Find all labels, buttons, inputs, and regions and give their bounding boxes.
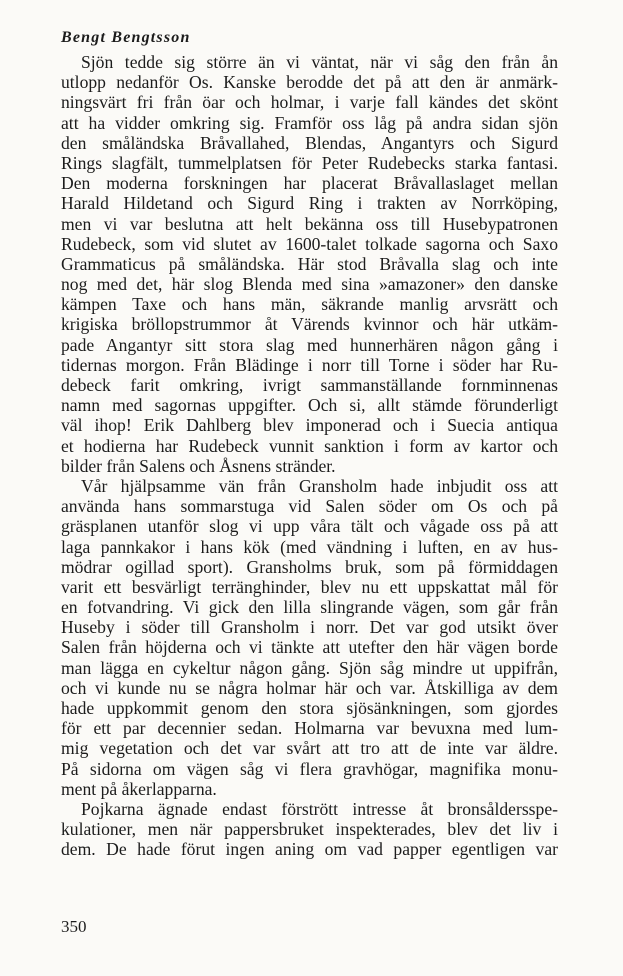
paragraph-3 [61,799,558,860]
text-line: Pojkarna ägnade endast förstrött intresse åt bronsåldersspe- [81,798,558,819]
text-line: gräsplanen utanför slog vi upp våra tält och vågade oss på att [61,516,558,537]
text-line: dem. De hade förut ingen aning om vad papper egentligen var [61,839,558,860]
text-line: Sjön tedde sig större än vi väntat, när vi såg den från ån [81,52,558,72]
text-line: Grammaticus på småländska. Här stod Bråvalla slag och inte [61,253,558,274]
text-line: utlopp nedanför Os. Kanske berodde det på att den är anmärk- [61,72,558,93]
text-line: hade uppkommit genom den stora sjösänkningen, som gjordes [61,698,558,718]
text-line: tidernas morgon. Från Blädinge i norr till Torne i söder har Ru- [61,354,558,375]
text-line: Rings slagfält, tummelplatsen för Peter Rudebecks starka fantasi. [61,152,558,173]
paragraph-2 [61,476,558,799]
text-line: varit ett besvärligt terränghinder, blev nu ett uppskattat mål för [61,576,558,597]
text-line: och vi kunde nu se några holmar här och var. Åtskilliga av dem [61,677,558,698]
text-line: använda hans sommarstuga vid Salen söder om Os och på [61,496,558,517]
text-line: den småländska Bråvallahed, Blendas, Angantyrs och Sigurd [61,132,558,153]
text-line: Salen från höjderna och vi tänkte att utefter den här vägen borde [61,637,558,658]
text-line: mödrar ogillad sport). Gransholms bruk, som på förmiddagen [61,556,558,577]
text-line: Rudebeck, som vid slutet av 1600-talet tolkade sagorna och Saxo [61,233,558,254]
text-line: ment på åkerlapparna. [61,778,217,799]
text-line: Huseby i söder till Gransholm i norr. Det var god utsikt över [61,617,558,638]
text-line: Harald Hildetand och Sigurd Ring i trakten av Norrköping, [61,193,558,214]
body-text [61,52,558,860]
text-line: Den moderna forskningen har placerat Bråvallaslaget mellan [61,173,558,194]
text-line: att ha vidder omkring sig. Framför oss låg på andra sidan sjön [61,112,558,133]
text-line: På sidorna om vägen såg vi flera gravhögar, magnifika monu- [61,758,558,779]
text-line: man lägga en cykeltur någon gång. Sjön såg mindre ut uppifrån, [61,657,558,678]
text-line: et hodierna har Rudebeck vunnit sanktion i form av kartor och [61,435,558,456]
text-line: för ett par decennier sedan. Holmarna var bevuxna med lum- [61,718,558,739]
text-line: pade Angantyr sitt stora slag med hunnerhären någon gång i [61,334,558,355]
page-number: 350 [61,917,87,936]
text-line: namn med sagornas uppgifter. Och si, allt stämde förunderligt [61,395,558,416]
running-head: Bengt Bengtsson [61,29,191,46]
text-line: ningsvärt fri från öar och holmar, i varje fall kändes det skönt [61,92,558,113]
text-line: men vi var beslutna att helt bekänna oss till Husebypatronen [61,213,558,234]
text-line: kämpen Taxe och hans män, säkrande manlig arvsrätt och [61,294,558,315]
text-line: kulationer, men när pappersbruket inspekterades, blev det liv i [61,819,558,840]
text-line: mig vegetation och det var svårt att tro att de inte var äldre. [61,738,558,759]
text-line: debeck farit omkring, ivrigt sammanställande fornminnenas [61,375,558,395]
text-line: en fotvandring. Vi gick den lilla slingrande vägen, som går från [61,597,558,618]
text-line: nog med det, här slog Blenda med sina »amazoner» den danske [61,274,558,295]
text-line: bilder från Salens och Åsnens stränder. [61,455,336,476]
text-line: krigiska bröllopstrummor åt Värends kvinnor och här utkäm- [61,314,558,335]
text-line: laga pannkakor i hans kök (med vändning i luften, en av hus- [61,536,558,557]
paragraph-1 [61,52,558,476]
text-line: Vår hjälpsamme vän från Gransholm hade inbjudit oss att [81,475,558,496]
text-line: väl ihop! Erik Dahlberg blev imponerad och i Suecia antiqua [61,415,558,436]
